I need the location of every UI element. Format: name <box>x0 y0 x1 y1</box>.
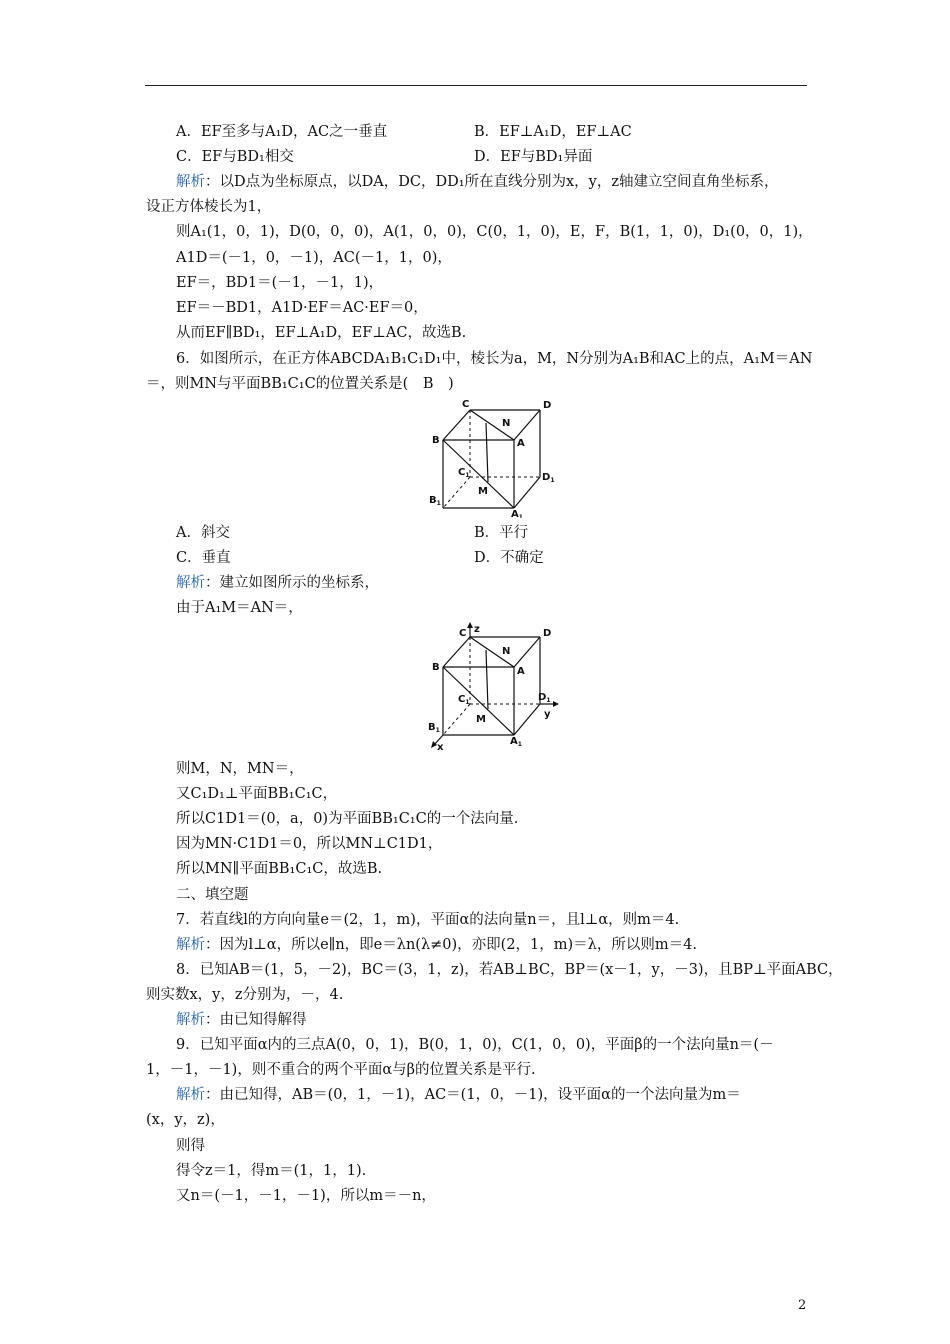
q8-stem: 则实数x，y，z分别为，－，4. <box>146 987 344 1003</box>
q5-option-b: B．EF⊥A₁D，EF⊥AC <box>474 124 632 140</box>
q7-stem: 7．若直线l的方向向量e＝(2，1，m)，平面α的法向量n＝，且l⊥α，则m＝4. <box>176 912 680 928</box>
q6-solution-line: 则M，N，MN＝， <box>176 761 304 777</box>
cube-figure <box>420 396 570 518</box>
solution-label: 解析 <box>176 575 205 591</box>
q9-solution-line: 则得 <box>176 1138 205 1154</box>
axis-label-x: x <box>437 742 444 752</box>
vertex-label-c: C <box>459 628 467 639</box>
q6-solution-line: 所以C1D1＝(0，a，0)为平面BB₁C₁C的一个法向量. <box>176 811 519 827</box>
header-rule <box>145 85 807 86</box>
q6-solution-line: 由于A₁M＝AN＝， <box>176 600 303 616</box>
vertex-label-c: C <box>462 399 470 410</box>
point-label-m: M <box>476 714 486 725</box>
q6-stem: ＝，则MN与平面BB₁C₁C的位置关系是( B ) <box>146 376 454 392</box>
solution-label: 解析 <box>176 1012 205 1028</box>
q9-stem: 1，－1，－1)，则不重合的两个平面α与β的位置关系是平行. <box>146 1062 536 1078</box>
vertex-label-c1: $C_1$ <box>458 467 470 479</box>
q6-stem: 6．如图所示，在正方体ABCDA₁B₁C₁D₁中，棱长为a，M，N分别为A₁B和AC上的点，A₁M＝AN <box>176 351 813 367</box>
q6-option-d: D．不确定 <box>474 550 544 566</box>
vertex-label-d1: $D_1$ <box>538 692 551 704</box>
q6-solution-line: 所以MN∥平面BB₁C₁C，故选B. <box>176 861 383 877</box>
vertex-label-a1: $A_1$ <box>510 736 522 748</box>
q5-solution-line: 解析：以D点为坐标原点，以DA，DC，DD₁所在直线分别为x，y，z轴建立空间直角坐标系， <box>176 174 779 190</box>
q9-stem: 9．已知平面α内的三点A(0，0，1)，B(0，1，0)，C(1，0，0)，平面β的一个法向量n＝(－ <box>176 1037 774 1053</box>
q6-solution-line: 因为MN·C1D1＝0，所以MN⊥C1D1， <box>176 836 443 852</box>
solution-label: 解析 <box>176 937 205 953</box>
q5-option-c: C．EF与BD₁相交 <box>176 149 294 165</box>
q5-option-d: D．EF与BD₁异面 <box>474 149 593 165</box>
q9-solution-line: 解析：由已知得，AB＝(0，1，－1)，AC＝(1，0，－1)，设平面α的一个法向量为m＝ <box>176 1087 741 1103</box>
q5-solution-line: A1D＝(－1，0，－1)，AC(－1，1，0)， <box>176 250 452 266</box>
point-label-n: N <box>502 646 511 657</box>
q5-solution-line: 从而EF∥BD₁，EF⊥A₁D，EF⊥AC，故选B. <box>176 325 467 341</box>
vertex-label-b1: $B_1$ <box>428 722 440 734</box>
q6-option-b: B．平行 <box>474 525 529 541</box>
q9-solution-line: 又n＝(－1，－1，－1)，所以m＝－n， <box>176 1188 436 1204</box>
point-label-n: N <box>502 418 511 429</box>
page-number: 2 <box>798 1298 807 1313</box>
vertex-label-c1: $C_1$ <box>458 694 470 706</box>
vertex-label-a1: $A_1$ <box>511 509 523 518</box>
cube-axes-figure <box>420 620 570 752</box>
solution-label: 解析 <box>176 174 205 190</box>
vertex-label-d: D <box>543 628 552 639</box>
q6-option-c: C．垂直 <box>176 550 231 566</box>
q6-solution-line: 解析：建立如图所示的坐标系， <box>176 575 379 591</box>
q9-solution-line: (x，y，z)， <box>146 1112 225 1128</box>
q5-solution-line: EF＝，BD1＝(－1，－1，1)， <box>176 275 384 291</box>
vertex-label-b: B <box>432 662 440 673</box>
q5-solution-line: 则A₁(1，0，1)，D(0，0，0)，A(1，0，0)，C(0，1，0)，E，F，B(1，1，0)，D₁(0，0，1)， <box>176 224 813 240</box>
section-title: 二、填空题 <box>176 887 249 903</box>
q8-solution-line: 解析：由已知得解得 <box>176 1012 307 1028</box>
solution-label: 解析 <box>176 1087 205 1103</box>
vertex-label-a: A <box>517 438 525 449</box>
q5-solution-line: 设正方体棱长为1， <box>146 199 272 215</box>
q5-option-a: A．EF至多与A₁D，AC之一垂直 <box>176 124 388 140</box>
q9-solution-line: 得令z＝1，得m＝(1，1，1). <box>176 1163 367 1179</box>
point-label-m: M <box>478 486 488 497</box>
vertex-label-d1: $D_1$ <box>542 472 555 484</box>
q6-solution-line: 又C₁D₁⊥平面BB₁C₁C， <box>176 786 338 802</box>
q7-solution-line: 解析：因为l⊥α，所以e∥n，即e＝λn(λ≠0)，亦即(2，1，m)＝λ，所以则m＝4. <box>176 937 697 953</box>
vertex-label-b: B <box>432 435 440 446</box>
vertex-label-d: D <box>543 400 552 411</box>
vertex-label-b1: $B_1$ <box>429 495 441 507</box>
q5-solution-line: EF＝－BD1，A1D·EF＝AC·EF＝0， <box>176 300 428 316</box>
q6-option-a: A．斜交 <box>176 525 230 541</box>
axis-label-z: z <box>474 624 480 635</box>
axis-label-y: y <box>544 709 551 720</box>
vertex-label-a: A <box>517 666 525 677</box>
q8-stem: 8．已知AB＝(1，5，－2)，BC＝(3，1，z)，若AB⊥BC，BP＝(x－1，y，－3)，且BP⊥平面ABC， <box>176 962 843 978</box>
